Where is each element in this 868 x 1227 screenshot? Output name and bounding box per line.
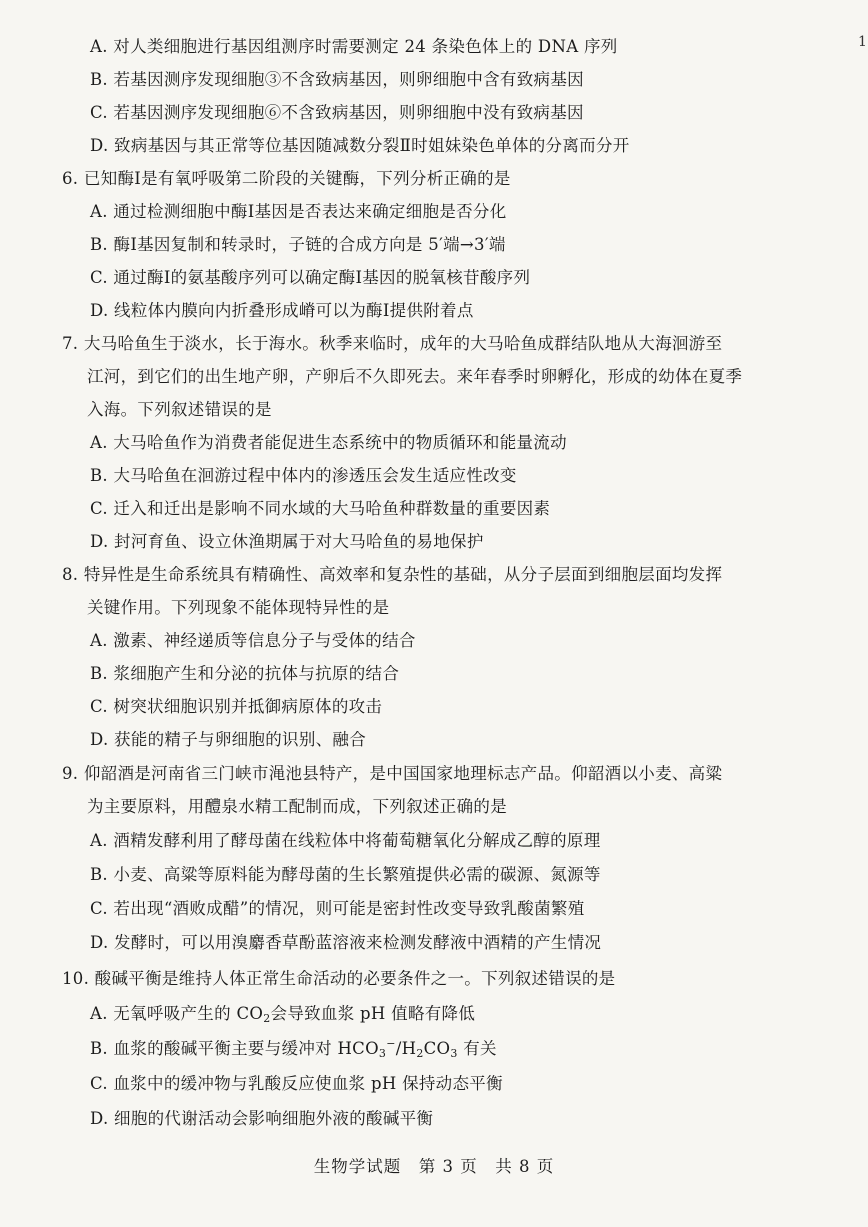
q7-option-b: B. 大马哈鱼在洄游过程中体内的渗透压会发生适应性改变 xyxy=(90,466,517,485)
q7-stem-line-3: 入海。下列叙述错误的是 xyxy=(87,400,272,419)
q8-option-b: B. 浆细胞产生和分泌的抗体与抗原的结合 xyxy=(90,664,400,683)
q9-option-b: B. 小麦、高粱等原料能为酵母菌的生长繁殖提供必需的碳源、氮源等 xyxy=(90,865,601,884)
q10-option-b-subscript-1: 3 xyxy=(378,1047,387,1060)
q9-option-d: D. 发酵时，可以用溴麝香草酚蓝溶液来检测发酵液中酒精的产生情况 xyxy=(90,933,602,952)
q8-option-d: D. 获能的精子与卵细胞的识别、融合 xyxy=(90,730,367,749)
page-footer: 生物学试题 第 3 页 共 8 页 xyxy=(313,1157,555,1176)
q10-option-a-text-2: 会导致血浆 pH 值略有降低 xyxy=(270,1004,476,1023)
q6-stem: 6. 已知酶Ⅰ是有氧呼吸第二阶段的关键酶，下列分析正确的是 xyxy=(62,169,511,188)
q10-option-d: D. 细胞的代谢活动会影响细胞外液的酸碱平衡 xyxy=(90,1109,434,1128)
q10-option-b-superscript: − xyxy=(386,1037,396,1050)
q10-option-b-text-4: 有关 xyxy=(457,1039,497,1058)
q10-option-b xyxy=(90,1038,497,1060)
q9-option-a: A. 酒精发酵利用了酵母菌在线粒体中将葡萄糖氧化分解成乙醇的原理 xyxy=(90,831,601,850)
q7-stem-line-1: 7. 大马哈鱼生于淡水，长于海水。秋季来临时，成年的大马哈鱼成群结队地从大海洄游至 xyxy=(62,334,723,353)
q10-stem: 10. 酸碱平衡是维持人体正常生命活动的必要条件之一。下列叙述错误的是 xyxy=(62,969,616,988)
q10-option-b-text-3: CO xyxy=(423,1039,451,1058)
q8-stem-line-1: 8. 特异性是生命系统具有精确性、高效率和复杂性的基础，从分子层面到细胞层面均发挥 xyxy=(62,565,723,584)
q5-option-c: C. 若基因测序发现细胞⑥不含致病基因，则卵细胞中没有致病基因 xyxy=(90,103,584,122)
q10-option-c: C. 血浆中的缓冲物与乳酸反应使血浆 pH 保持动态平衡 xyxy=(90,1074,503,1093)
q8-option-a: A. 激素、神经递质等信息分子与受体的结合 xyxy=(90,631,416,650)
q7-option-d: D. 封河育鱼、设立休渔期属于对大马哈鱼的易地保护 xyxy=(90,532,484,551)
q10-option-a xyxy=(90,1003,475,1025)
q10-option-b-text-2: /H xyxy=(395,1039,417,1058)
q10-option-a-subscript: 2 xyxy=(263,1012,271,1025)
q9-stem-line-2: 为主要原料，用醴泉水精工配制而成，下列叙述正确的是 xyxy=(87,797,507,816)
q6-option-c: C. 通过酶Ⅰ的氨基酸序列可以确定酶Ⅰ基因的脱氧核苷酸序列 xyxy=(90,268,531,287)
q10-option-a-text-1: A. 无氧呼吸产生的 CO xyxy=(90,1004,264,1023)
q10-option-b-subscript-3: 3 xyxy=(450,1047,458,1060)
q10-option-b-subscript-2: 2 xyxy=(416,1047,424,1060)
q5-option-d: D. 致病基因与其正常等位基因随减数分裂Ⅱ时姐妹染色单体的分离而分开 xyxy=(90,136,630,155)
q8-stem-line-2: 关键作用。下列现象不能体现特异性的是 xyxy=(87,598,390,617)
q10-option-b-text-1: B. 血浆的酸碱平衡主要与缓冲对 HCO xyxy=(90,1039,379,1058)
q6-option-b: B. 酶Ⅰ基因复制和转录时，子链的合成方向是 5′端→3′端 xyxy=(90,235,506,254)
q9-option-c: C. 若出现“酒败成醋”的情况，则可能是密封性改变导致乳酸菌繁殖 xyxy=(90,899,585,918)
q7-option-a: A. 大马哈鱼作为消费者能促进生态系统中的物质循环和能量流动 xyxy=(90,433,567,452)
q9-stem-line-1: 9. 仰韶酒是河南省三门峡市渑池县特产，是中国国家地理标志产品。仰韶酒以小麦、高粱 xyxy=(62,764,723,783)
q7-option-c: C. 迁入和迁出是影响不同水域的大马哈鱼种群数量的重要因素 xyxy=(90,499,551,518)
margin-mark: 1 xyxy=(858,34,867,50)
q6-option-a: A. 通过检测细胞中酶Ⅰ基因是否表达来确定细胞是否分化 xyxy=(90,202,507,221)
q6-option-d: D. 线粒体内膜向内折叠形成嵴可以为酶Ⅰ提供附着点 xyxy=(90,301,474,320)
q5-option-a: A. 对人类细胞进行基因组测序时需要测定 24 条染色体上的 DNA 序列 xyxy=(90,37,618,56)
q7-stem-line-2: 江河，到它们的出生地产卵，产卵后不久即死去。来年春季时卵孵化，形成的幼体在夏季 xyxy=(87,367,743,386)
q5-option-b: B. 若基因测序发现细胞③不含致病基因，则卵细胞中含有致病基因 xyxy=(90,70,584,89)
q8-option-c: C. 树突状细胞识别并抵御病原体的攻击 xyxy=(90,697,383,716)
